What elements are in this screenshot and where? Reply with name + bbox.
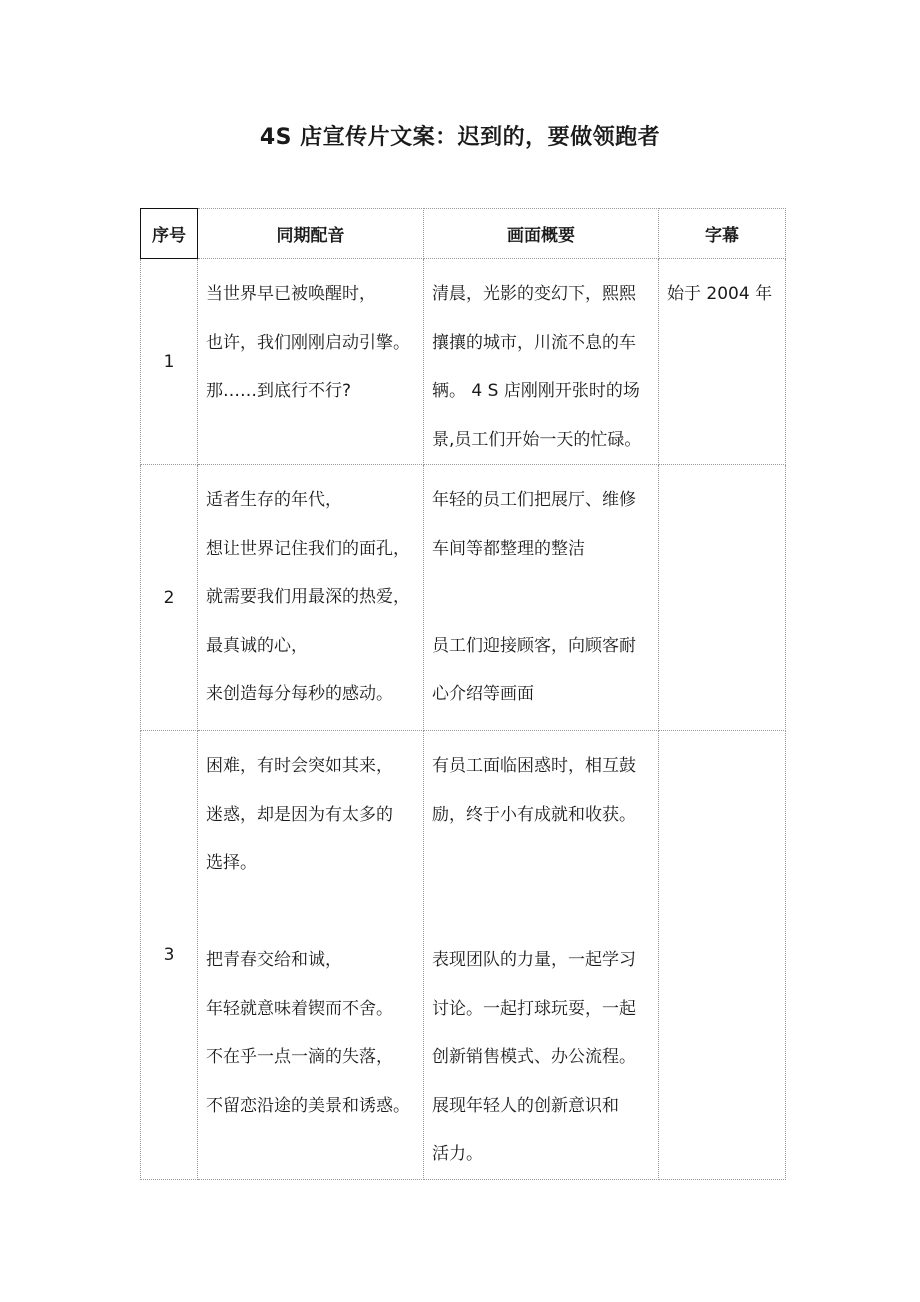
visual-line: 活力。	[432, 1144, 483, 1164]
row-number: 3	[141, 731, 198, 1180]
header-no: 序号	[141, 209, 198, 259]
audio-line: 困难，有时会突如其来，	[206, 756, 393, 776]
audio-line: 年轻就意味着锲而不舍。	[206, 998, 393, 1019]
table-header-row	[141, 209, 786, 259]
audio-line: 就需要我们用最深的热爱，	[206, 587, 410, 607]
audio-line: 也许，我们刚刚启动引擎。	[206, 332, 410, 353]
script-table	[140, 208, 786, 1180]
visual-cell	[424, 259, 659, 465]
row-number: 2	[141, 465, 198, 731]
visual-line: 表现团队的力量，一起学习	[432, 950, 636, 970]
audio-line-blank	[206, 888, 419, 937]
visual-line: 清晨，光影的变幻下，熙熙	[432, 284, 636, 304]
visual-line-blank	[432, 888, 654, 937]
audio-cell	[198, 465, 424, 731]
table-row	[141, 465, 786, 731]
caption-line: 始于 2004 年	[667, 284, 773, 304]
audio-line: 那……到底行不行?	[206, 381, 352, 401]
visual-line: 心介绍等画面	[432, 684, 534, 704]
visual-line: 车间等都整理的整洁	[432, 538, 585, 559]
audio-line: 适者生存的年代，	[206, 490, 342, 510]
visual-cell	[424, 731, 659, 1180]
row-number: 1	[141, 259, 198, 465]
caption-cell	[659, 465, 786, 731]
audio-line: 迷惑，却是因为有太多的	[206, 804, 393, 825]
visual-line: 辆。 4 S 店刚刚开张时的场	[432, 381, 640, 401]
audio-line: 选择。	[206, 853, 257, 873]
visual-line: 讨论。一起打球玩耍，一起	[432, 998, 636, 1019]
visual-line: 展现年轻人的创新意识和	[432, 1095, 619, 1116]
audio-cell	[198, 259, 424, 465]
audio-line: 把青春交给和诚，	[206, 950, 342, 970]
visual-line: 创新销售模式、办公流程。	[432, 1047, 636, 1067]
visual-line: 景,员工们开始一天的忙碌。	[432, 429, 642, 450]
visual-line-blank	[432, 839, 654, 888]
audio-line: 不在乎一点一滴的失落，	[206, 1047, 393, 1067]
audio-line: 来创造每分每秒的感动。	[206, 684, 393, 704]
visual-line: 攘攘的城市，川流不息的车	[432, 332, 636, 353]
header-audio: 同期配音	[198, 209, 424, 259]
table-row	[141, 259, 786, 465]
visual-line: 员工们迎接顾客，向顾客耐	[432, 635, 636, 656]
header-visual: 画面概要	[424, 209, 659, 259]
visual-line: 励，终于小有成就和收获。	[432, 804, 636, 825]
visual-line: 有员工面临困惑时，相互鼓	[432, 756, 636, 776]
visual-line: 年轻的员工们把展厅、维修	[432, 490, 636, 510]
audio-cell	[198, 731, 424, 1180]
audio-line: 不留恋沿途的美景和诱惑。	[206, 1095, 410, 1116]
audio-line: 当世界早已被唤醒时，	[206, 284, 376, 304]
audio-line: 想让世界记住我们的面孔，	[206, 538, 410, 559]
header-caption: 字幕	[659, 209, 786, 259]
table-row	[141, 731, 786, 1180]
visual-cell	[424, 465, 659, 731]
caption-cell	[659, 259, 786, 465]
visual-line-blank	[432, 573, 654, 622]
document-title: 4S 店宣传片文案：迟到的，要做领跑者	[259, 125, 661, 150]
audio-line: 最真诚的心，	[206, 635, 308, 656]
caption-cell	[659, 731, 786, 1180]
